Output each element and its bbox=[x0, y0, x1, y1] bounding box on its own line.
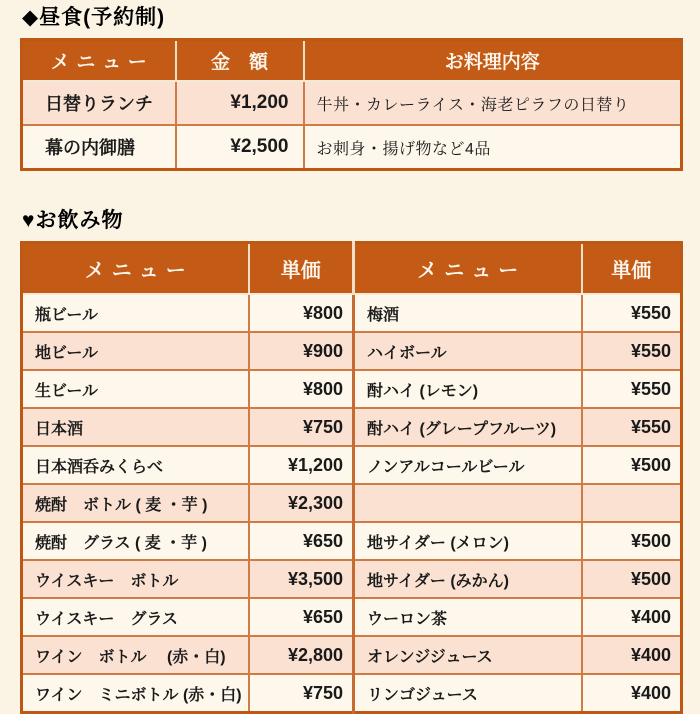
drink-name: 酎ハイ (グレープフルーツ) bbox=[354, 408, 582, 446]
drink-price: ¥650 bbox=[249, 522, 354, 560]
drink-price: ¥750 bbox=[249, 674, 354, 713]
drink-name bbox=[354, 484, 582, 522]
dish-description: お刺身・揚げ物など4品 bbox=[304, 125, 682, 170]
drink-price: ¥3,500 bbox=[249, 560, 354, 598]
drink-price: ¥550 bbox=[582, 408, 682, 446]
drink-price: ¥500 bbox=[582, 522, 682, 560]
lunch-header-row bbox=[22, 40, 682, 82]
lunch-section-title: ◆昼食(予約制) bbox=[22, 6, 166, 29]
drinks-section-title: ♥お飲み物 bbox=[22, 209, 124, 232]
drinks-header-price-right: 単価 bbox=[582, 243, 682, 295]
drink-name: リンゴジュース bbox=[354, 674, 582, 713]
drink-name: 生ビール bbox=[22, 370, 249, 408]
drink-price: ¥1,200 bbox=[249, 446, 354, 484]
drink-name: 梅酒 bbox=[354, 294, 582, 332]
drink-price: ¥550 bbox=[582, 332, 682, 370]
drink-name: ノンアルコールビール bbox=[354, 446, 582, 484]
drinks-table bbox=[20, 241, 683, 714]
drink-price: ¥550 bbox=[582, 370, 682, 408]
drink-name: 焼酎 グラス ( 麦 ・芋 ) bbox=[22, 522, 249, 560]
drink-name: 瓶ビール bbox=[22, 294, 249, 332]
drink-name: ワイン ボトル (赤・白) bbox=[22, 636, 249, 674]
lunch-table bbox=[20, 38, 683, 171]
drink-price: ¥900 bbox=[249, 332, 354, 370]
drinks-header-row bbox=[22, 243, 682, 295]
dish-description: 牛丼・カレーライス・海老ピラフの日替り bbox=[304, 81, 682, 125]
drink-name: ハイボール bbox=[354, 332, 582, 370]
drink-price: ¥800 bbox=[249, 294, 354, 332]
drink-name: ワイン ミニボトル (赤・白) bbox=[22, 674, 249, 713]
lunch-header-menu: メニュー bbox=[22, 40, 176, 82]
menu-item-price: ¥1,200 bbox=[176, 81, 304, 125]
drinks-row bbox=[22, 446, 682, 484]
drink-name: 酎ハイ (レモン) bbox=[354, 370, 582, 408]
drink-price: ¥750 bbox=[249, 408, 354, 446]
drink-name: ウイスキー ボトル bbox=[22, 560, 249, 598]
drinks-row bbox=[22, 560, 682, 598]
drink-name: 地サイダー (メロン) bbox=[354, 522, 582, 560]
drinks-row bbox=[22, 598, 682, 636]
drink-price: ¥650 bbox=[249, 598, 354, 636]
drinks-row bbox=[22, 408, 682, 446]
drink-price: ¥400 bbox=[582, 636, 682, 674]
drink-price bbox=[582, 484, 682, 522]
drink-price: ¥2,300 bbox=[249, 484, 354, 522]
lunch-row-makunouchi bbox=[22, 125, 682, 170]
drink-name: 日本酒 bbox=[22, 408, 249, 446]
drink-name: 焼酎 ボトル ( 麦 ・芋 ) bbox=[22, 484, 249, 522]
drinks-header-menu-left: メニュー bbox=[22, 243, 249, 295]
drinks-row bbox=[22, 332, 682, 370]
lunch-row-daily bbox=[22, 81, 682, 125]
drink-price: ¥500 bbox=[582, 446, 682, 484]
menu-item-name: 幕の内御膳 bbox=[22, 125, 176, 170]
drinks-row bbox=[22, 522, 682, 560]
drinks-header-menu-right: メニュー bbox=[354, 243, 582, 295]
lunch-header-price: 金 額 bbox=[176, 40, 304, 82]
drinks-row bbox=[22, 674, 682, 713]
drinks-row bbox=[22, 484, 682, 522]
drink-name: 地ビール bbox=[22, 332, 249, 370]
drink-name: ウイスキー グラス bbox=[22, 598, 249, 636]
drink-price: ¥550 bbox=[582, 294, 682, 332]
menu-item-name: 日替りランチ bbox=[22, 81, 176, 125]
drink-name: オレンジジュース bbox=[354, 636, 582, 674]
drink-price: ¥400 bbox=[582, 598, 682, 636]
drink-price: ¥800 bbox=[249, 370, 354, 408]
drink-price: ¥400 bbox=[582, 674, 682, 713]
drink-price: ¥500 bbox=[582, 560, 682, 598]
lunch-header-desc: お料理内容 bbox=[304, 40, 682, 82]
drink-name: 地サイダー (みかん) bbox=[354, 560, 582, 598]
drink-price: ¥2,800 bbox=[249, 636, 354, 674]
drinks-row bbox=[22, 370, 682, 408]
menu-item-price: ¥2,500 bbox=[176, 125, 304, 170]
drinks-header-price-left: 単価 bbox=[249, 243, 354, 295]
drinks-row bbox=[22, 636, 682, 674]
drink-name: 日本酒呑みくらべ bbox=[22, 446, 249, 484]
drinks-row bbox=[22, 294, 682, 332]
drink-name: ウーロン茶 bbox=[354, 598, 582, 636]
